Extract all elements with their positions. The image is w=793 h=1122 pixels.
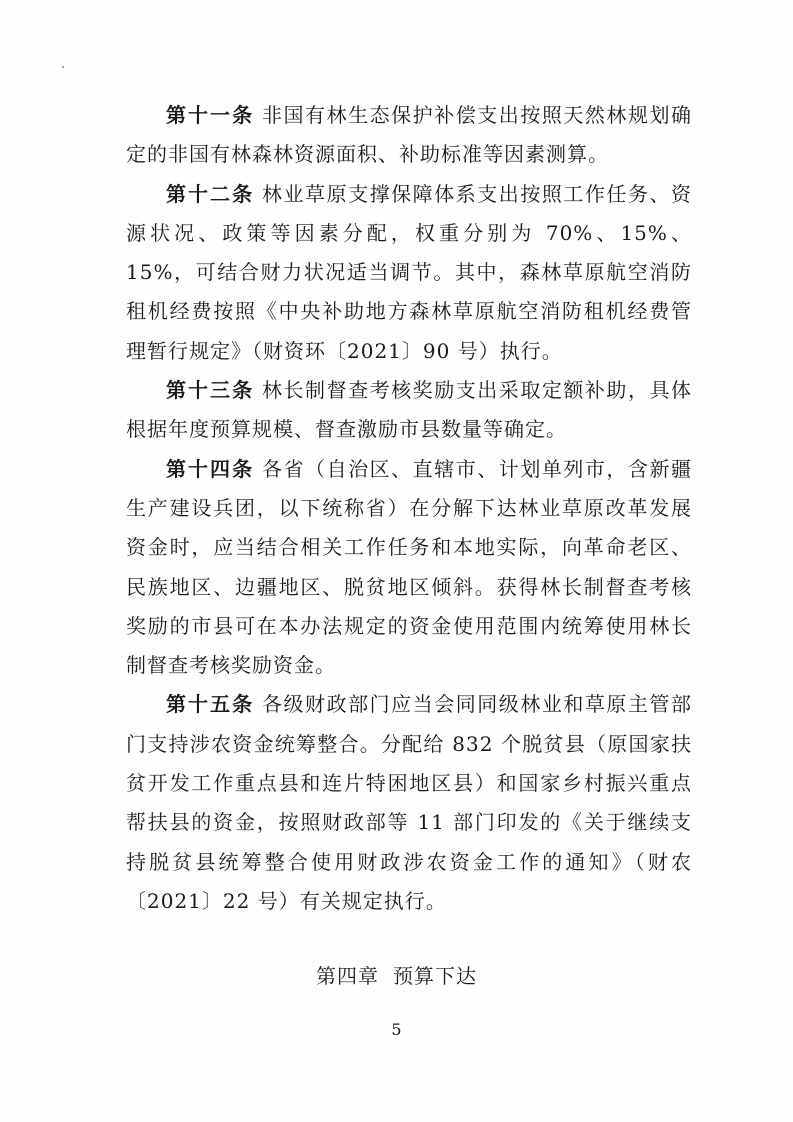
article-14-number: 第十四条: [166, 456, 255, 481]
article-11-text: 非国有林生态保护补偿支出按照天然林规划确定的非国有林森林资源面积、补助标准等因素测算。: [126, 103, 693, 167]
article-13-number: 第十三条: [166, 378, 255, 403]
article-11-paragraph: [126, 96, 692, 175]
chapter-title: 预算下达: [393, 964, 477, 988]
article-14-text: 各省（自治区、直辖市、计划单列市，含新疆生产建设兵团，以下统称省）在分解下达林业草原改革发展资金时，应当结合相关工作任务和本地实际，向革命老区、民族地区、边疆地区、脱贫地区倾斜。获得林长制督查考核奖励的市县可在本办法规定的资金使用范围内统筹使用林长制督查考核奖励资金。: [126, 456, 693, 678]
article-11-number: 第十一条: [166, 103, 255, 127]
article-14-paragraph: [126, 450, 692, 686]
article-15-number: 第十五条: [166, 692, 255, 717]
document-body: [126, 96, 692, 921]
chapter-heading: [0, 960, 793, 989]
scan-speck: [62, 66, 64, 68]
article-13-text: 林长制督查考核奖励支出采取定额补助，具体根据年度预算规模、督查激励市县数量等确定。: [126, 378, 693, 442]
article-13-paragraph: [126, 371, 692, 450]
article-12-number: 第十二条: [166, 181, 255, 206]
article-12-text: 林业草原支撑保障体系支出按照工作任务、资源状况、政策等因素分配，权重分别为 70%、15%、15%，可结合财力状况适当调节。其中，森林草原航空消防租机经费按照《中央补助地方森林草原航空消防租机经费管理暂行规定》（财资环〔2021〕90 号）执行。: [126, 181, 693, 363]
article-12-paragraph: [126, 175, 692, 371]
page-number: 5: [391, 1020, 402, 1039]
article-15-paragraph: [126, 685, 692, 921]
chapter-number: 第四章: [316, 964, 379, 988]
article-15-text: 各级财政部门应当会同同级林业和草原主管部门支持涉农资金统筹整合。分配给 832 个脱贫县（原国家扶贫开发工作重点县和连片特困地区县）和国家乡村振兴重点帮扶县的资金，按照财政部等 11 部门印发的《关于继续支持脱贫县统筹整合使用财政涉农资金工作的通知》（财农〔2021〕22 号）有关规定执行。: [126, 692, 693, 913]
